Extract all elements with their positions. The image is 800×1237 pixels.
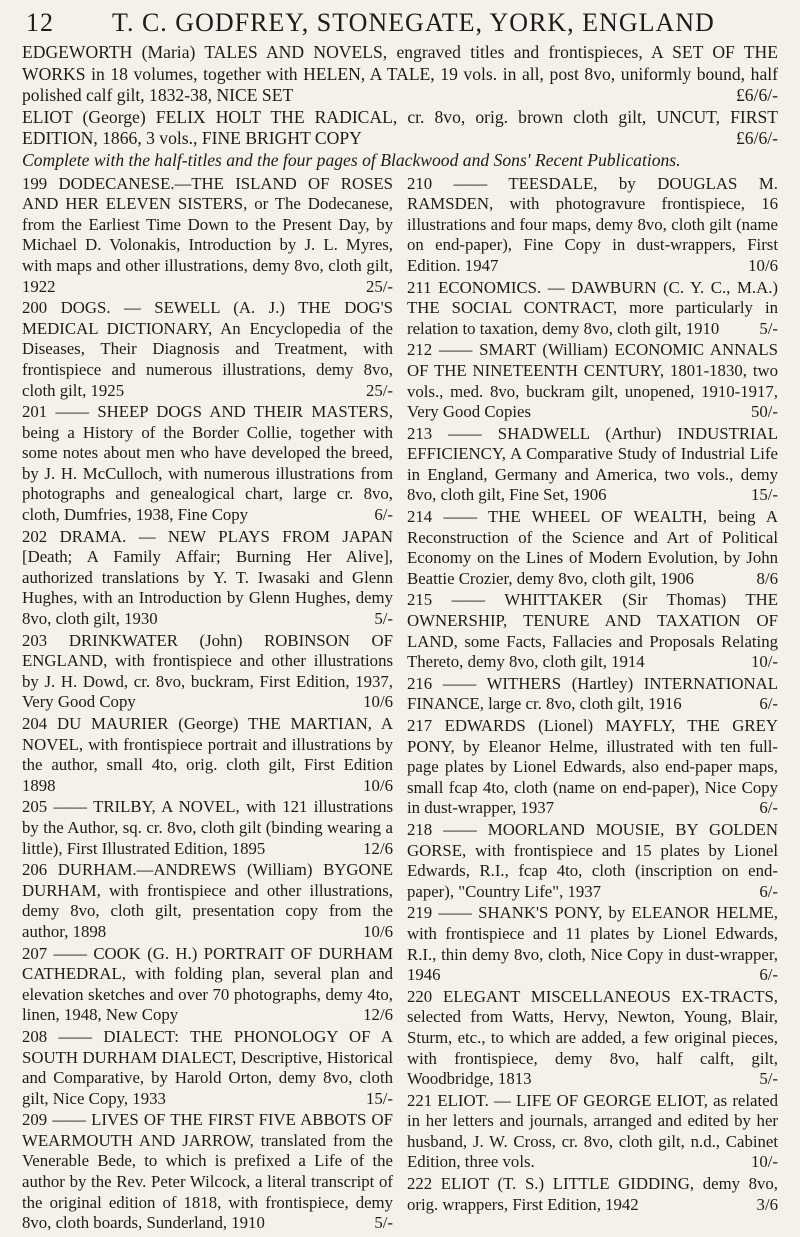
- entry-price: 10/6: [363, 921, 393, 941]
- catalogue-entry: [22, 714, 393, 796]
- entry-text: 215 —— WHITTAKER (Sir Thomas) THE OWNERSHIP, TENURE AND TAXATION OF LAND, some Facts, Fallacies and Proposals Relating Thereto, demy 8vo, cloth gilt, 1914: [407, 590, 778, 672]
- entry-text: 211 ECONOMICS. — DAWBURN (C. Y. C., M.A.) THE SOCIAL CONTRACT, more particularly in relation to taxation, demy 8vo, cloth gilt, 1910: [407, 277, 778, 338]
- catalogue-entry: [407, 278, 778, 340]
- entry-text: 199 DODECANESE.—THE ISLAND OF ROSES AND HER ELEVEN SISTERS, or The Dodecanese, from the Earliest Time Down to the Present Day, by Michael D. Volonakis, Introduction by J. L. Myres, with maps and other illustrations, demy 8vo, cloth gilt, 1922: [22, 173, 393, 296]
- catalogue-entry: [22, 1110, 393, 1234]
- catalogue-entry: [22, 944, 393, 1026]
- catalogue-entry: [22, 527, 393, 630]
- entry-price: 10/6: [363, 692, 393, 712]
- entry-text: 203 DRINKWATER (John) ROBINSON OF ENGLAND, with frontispiece and other illustrations by J. H. Dowd, cr. 8vo, buckram, First Edition, 1937, Very Good Copy: [22, 630, 393, 712]
- entry-price: 5/-: [759, 318, 778, 338]
- entry-text: 202 DRAMA. — NEW PLAYS FROM JAPAN [Death; A Family Affair; Burning Her Alive], authorized translations by Y. T. Iwasaki and Glenn Hughes, with an Introduction by Glenn Hughes, demy 8vo, cloth gilt, 1930: [22, 526, 393, 629]
- page-number: 12: [26, 8, 54, 37]
- entry-price: 6/-: [759, 798, 778, 818]
- entry-text: 212 —— SMART (William) ECONOMIC ANNALS OF THE NINETEENTH CENTURY, 1801-1830, two vols., med. 8vo, buckram gilt, unopened, 1910-1917, Very Good Copies: [407, 340, 778, 422]
- catalogue-entry: [407, 987, 778, 1090]
- catalogue-entry: [407, 174, 778, 277]
- catalogue-entry: [22, 631, 393, 713]
- catalogue-entry: [22, 860, 393, 942]
- entry-price: 5/-: [759, 1069, 778, 1089]
- entry-text: 207 —— COOK (G. H.) PORTRAIT OF DURHAM CATHEDRAL, with folding plan, several plan and elevation sketches and over 70 photographs, demy 4to, linen, 1948, New Copy: [22, 943, 393, 1025]
- entry-price: 10/-: [750, 652, 778, 672]
- entry-text: ELIOT (George) FELIX HOLT THE RADICAL, cr. 8vo, orig. brown cloth gilt, UNCUT, FIRST EDITION, 1866, 3 vols., FINE BRIGHT COPY: [22, 106, 778, 149]
- entry-text: 222 ELIOT (T. S.) LITTLE GIDDING, demy 8vo, orig. wrappers, First Edition, 1942: [407, 1174, 778, 1214]
- entry-price: 50/-: [750, 402, 778, 422]
- right-column: [407, 174, 778, 1235]
- entry-price: 6/-: [759, 881, 778, 901]
- catalogue-entry: [22, 174, 393, 298]
- catalogue-entry: [407, 1174, 778, 1215]
- entry-price: 25/-: [365, 276, 393, 296]
- intro-entry: [22, 107, 778, 150]
- entry-text: 200 DOGS. — SEWELL (A. J.) THE DOG'S MEDICAL DICTIONARY, An Encyclopedia of the Diseases, Their Diagnosis and Treatment, with frontispiece and numerous illustrations, demy 8vo, cloth gilt, 1925: [22, 298, 393, 400]
- entry-price: 12/6: [363, 1005, 393, 1025]
- catalogue-entry: [407, 340, 778, 422]
- entry-price: 10/6: [363, 775, 393, 795]
- entry-price: 12/6: [363, 838, 393, 858]
- catalogue-entry: [22, 797, 393, 859]
- catalogue-entry: [407, 424, 778, 506]
- intro-entries: [22, 42, 778, 172]
- catalogue-entry: [407, 590, 778, 672]
- subheading-note: Complete with the half-titles and the four pages of Blackwood and Sons' Recent Publications.: [22, 149, 681, 170]
- entry-text: 205 —— TRILBY, A NOVEL, with 121 illustrations by the Author, sq. cr. 8vo, cloth gilt (binding wearing a little), First Illustrated Edition, 1895: [22, 797, 393, 858]
- entry-text: 220 ELEGANT MISCELLANEOUS EX-TRACTS, selected from Watts, Hervy, Newton, Young, Blair, Sturm, etc., to which are added, a few original pieces, with frontispiece, demy 8vo, half calft, gilt, Woodbridge, 1813: [407, 986, 778, 1089]
- entry-text: 219 —— SHANK'S PONY, by ELEANOR HELME, with frontispiece and 11 plates by Lionel Edwards, R.I., thin demy 8vo, cloth, Nice Copy in dust-wrapper, 1946: [407, 903, 778, 985]
- catalogue-entry: [407, 820, 778, 902]
- entry-text: 206 DURHAM.—ANDREWS (William) BYGONE DURHAM, with frontispiece and other illustrations, demy 8vo, cloth gilt, presentation copy from the author, 1898: [22, 860, 393, 941]
- entry-text: 213 —— SHADWELL (Arthur) INDUSTRIAL EFFICIENCY, A Comparative Study of Industrial Life in England, Germany and America, two vols., demy 8vo, cloth gilt, Fine Set, 1906: [407, 423, 778, 505]
- entry-text: 209 —— LIVES OF THE FIRST FIVE ABBOTS OF WEARMOUTH AND JARROW, translated from the Venerable Bede, to which is prefixed a Life of the author by the Rev. Peter Wilcock, a literal transcript of the original edition of 1818, with frontispiece, demy 8vo, cloth boards, Sunderland, 1910: [22, 1110, 393, 1233]
- entry-price: 25/-: [365, 380, 393, 400]
- intro-entry: [22, 42, 778, 107]
- bookseller-heading: T. C. GODFREY, STONEGATE, YORK, ENGLAND: [112, 8, 715, 37]
- entry-text: 201 —— SHEEP DOGS AND THEIR MASTERS, being a History of the Border Collie, together with some notes about men who have developed the breed, by J. H. McCulloch, with numerous illustrations from photographs and genealogical chart, large cr. 8vo, cloth, Dumfries, 1938, Fine Copy: [22, 402, 393, 525]
- catalogue-entry: [407, 716, 778, 819]
- entry-price: 6/-: [759, 965, 778, 985]
- catalogue-entry: [22, 298, 393, 401]
- catalogue-entry: [407, 674, 778, 715]
- entry-price: 10/6: [748, 255, 778, 275]
- page-header: [26, 8, 778, 38]
- entry-price: 6/-: [374, 505, 393, 525]
- entry-text: 208 —— DIALECT: THE PHONOLOGY OF A SOUTH DURHAM DIALECT, Descriptive, Historical and Comparative, by Harold Orton, demy 8vo, cloth gilt, Nice Copy, 1933: [22, 1026, 393, 1108]
- listing-columns: [22, 174, 778, 1235]
- entry-text: 210 —— TEESDALE, by DOUGLAS M. RAMSDEN, with photogravure frontispiece, 16 illustrations and four maps, demy 8vo, cloth gilt (name on end-paper), Fine Copy in dust-wrappers, First Edition. 1947: [407, 173, 778, 275]
- left-column: [22, 174, 393, 1235]
- entry-text: 204 DU MAURIER (George) THE MARTIAN, A NOVEL, with frontispiece portrait and illustrations by the author, small 4to, orig. cloth gilt, First Edition 1898: [22, 714, 393, 795]
- entry-price: 8/6: [756, 568, 778, 588]
- catalogue-entry: [407, 1091, 778, 1173]
- entry-price: 6/-: [759, 694, 778, 714]
- catalogue-entry: [22, 402, 393, 526]
- entry-price: 15/-: [750, 485, 778, 505]
- entry-price: 10/-: [750, 1152, 778, 1172]
- entry-price: £6/6/-: [735, 128, 778, 149]
- entry-price: 5/-: [374, 609, 393, 629]
- entry-price: 3/6: [756, 1194, 778, 1214]
- entry-text: 221 ELIOT. — LIFE OF GEORGE ELIOT, as related in her letters and journals, arranged and edited by her husband, J. W. Cross, cr. 8vo, cloth gilt, n.d., Cabinet Edition, three vols.: [407, 1090, 778, 1172]
- entry-price: £6/6/-: [735, 85, 778, 106]
- entry-text: 216 —— WITHERS (Hartley) INTERNATIONAL FINANCE, large cr. 8vo, cloth gilt, 1916: [407, 673, 778, 714]
- entry-price: 5/-: [374, 1213, 393, 1233]
- entry-text: EDGEWORTH (Maria) TALES AND NOVELS, engraved titles and frontispieces, A SET OF THE WORKS in 18 volumes, together with HELEN, A TALE, 19 vols. in all, post 8vo, uniformly bound, half polished calf gilt, 1832-38, NICE SET: [22, 42, 778, 106]
- catalogue-entry: [407, 903, 778, 985]
- entry-price: 15/-: [365, 1088, 393, 1108]
- catalogue-entry: [407, 507, 778, 589]
- entry-text: 218 —— MOORLAND MOUSIE, BY GOLDEN GORSE, with frontispiece and 15 plates by Lionel Edwards, R.I., fcap 4to, cloth (inscription on end-paper), "Country Life", 1937: [407, 819, 778, 901]
- entry-text: 217 EDWARDS (Lionel) MAYFLY, THE GREY PONY, by Eleanor Helme, illustrated with ten full-page plates by Lionel Edwards, also end-paper maps, small fcap 4to, cloth (name on end-paper), Nice Copy in dust-wrapper, 1937: [407, 716, 778, 818]
- catalogue-entry: [22, 1027, 393, 1109]
- entry-text: 214 —— THE WHEEL OF WEALTH, being A Reconstruction of the Science and Art of Political Economy on the Lines of Modern Evolution, by John Beattie Crozier, demy 8vo, cloth gilt, 1906: [407, 507, 778, 588]
